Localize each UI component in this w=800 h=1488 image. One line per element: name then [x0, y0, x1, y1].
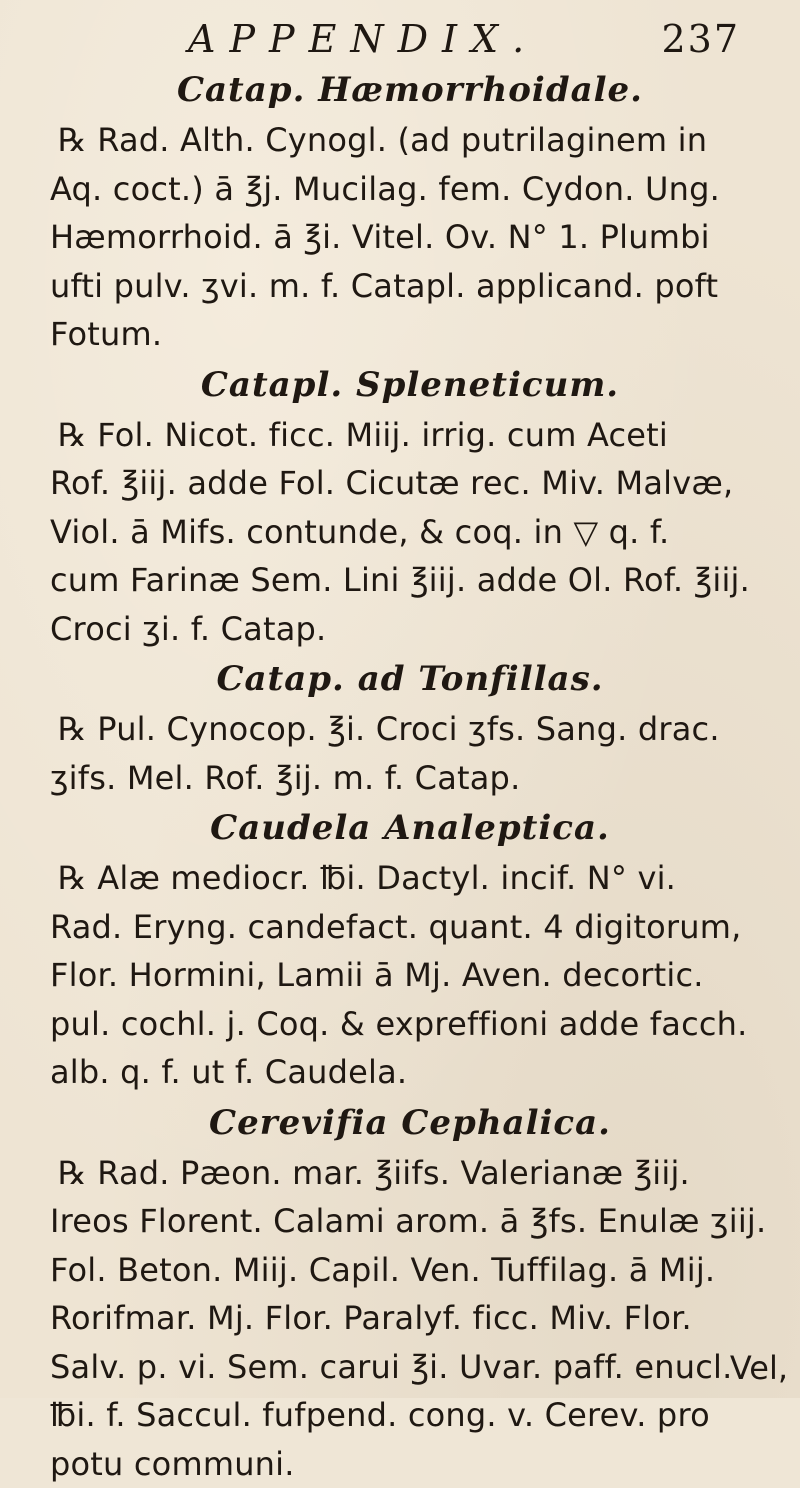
recipe-list: [0, 64, 800, 1488]
recipe-line: Ireos Florent. Calami arom. ā ℥fs. Enulæ ʒiij.: [50, 1197, 772, 1246]
catchword: Vel,: [730, 1348, 788, 1388]
recipe-line: Fol. Beton. Miij. Capil. Ven. Tuffilag. ā Mij.: [50, 1246, 772, 1295]
recipe-body: [0, 854, 800, 1097]
recipe-line: Rof. ℥iij. adde Fol. Cicutæ rec. Miv. Malvæ,: [50, 459, 772, 508]
recipe-first-line: ℞ Fol. Nicot. ficc. Miij. irrig. cum Aceti: [58, 411, 772, 460]
recipe-first-line: ℞ Rad. Pæon. mar. ℥iifs. Valerianæ ℥iij.: [58, 1149, 772, 1198]
recipe-first-line: ℞ Alæ mediocr. ℔i. Dactyl. incif. N° vi.: [58, 854, 772, 903]
recipe-title: Catapl. Spleneticum.: [0, 359, 800, 411]
recipe-line: Salv. p. vi. Sem. carui ℥i. Uvar. paff. enucl.: [50, 1343, 772, 1392]
recipe-line: Flor. Hormini, Lamii ā Mj. Aven. decortic.: [50, 951, 772, 1000]
recipe-line: Rorifmar. Mj. Flor. Paralyf. ficc. Miv. Flor.: [50, 1294, 772, 1343]
recipe-first-line: ℞ Pul. Cynocop. ℥i. Croci ʒfs. Sang. drac.: [58, 705, 772, 754]
recipe-line: alb. q. f. ut f. Caudela.: [50, 1048, 772, 1097]
recipe-line: Hæmorrhoid. ā ℥i. Vitel. Ov. N° 1. Plumbi: [50, 213, 772, 262]
recipe-body: [0, 411, 800, 654]
recipe: [0, 359, 800, 654]
recipe-first-line: ℞ Rad. Alth. Cynogl. (ad putrilaginem in: [58, 116, 772, 165]
recipe: [0, 1097, 800, 1488]
recipe-line: potu communi.: [50, 1440, 772, 1488]
recipe-line: Aq. coct.) ā ℥j. Mucilag. fem. Cydon. Ung.: [50, 165, 772, 214]
recipe: [0, 653, 800, 802]
recipe-line: cum Farinæ Sem. Lini ℥iij. adde Ol. Rof. ℥iij.: [50, 556, 772, 605]
recipe-line: Fotum.: [50, 310, 772, 359]
recipe-line: Rad. Eryng. candefact. quant. 4 digitorum,: [50, 903, 772, 952]
recipe-line: ufti pulv. ʒvi. m. f. Catapl. applicand. poft: [50, 262, 772, 311]
recipe: [0, 802, 800, 1097]
recipe-body: [0, 1149, 800, 1488]
recipe-line: Viol. ā Mifs. contunde, & coq. in ▽ q. f.: [50, 508, 772, 557]
recipe-body: [0, 705, 800, 802]
recipe-title: Cerevifia Cephalica.: [0, 1097, 800, 1149]
recipe-body: [0, 116, 800, 359]
recipe-title: Catap. ad Tonfillas.: [0, 653, 800, 705]
page-number: 237: [661, 14, 740, 64]
recipe-line: Croci ʒi. f. Catap.: [50, 605, 772, 654]
recipe-title: Caudela Analeptica.: [0, 802, 800, 854]
running-head: [0, 14, 800, 64]
recipe-title: Catap. Hæmorrhoidale.: [0, 64, 800, 116]
running-title: APPENDIX.: [188, 14, 538, 64]
recipe-line: ʒifs. Mel. Rof. ℥ij. m. f. Catap.: [50, 754, 772, 803]
recipe: [0, 64, 800, 359]
recipe-line: ℔i. f. Saccul. fufpend. cong. v. Cerev. pro: [50, 1391, 772, 1440]
recipe-line: pul. cochl. j. Coq. & expreffioni adde facch.: [50, 1000, 772, 1049]
